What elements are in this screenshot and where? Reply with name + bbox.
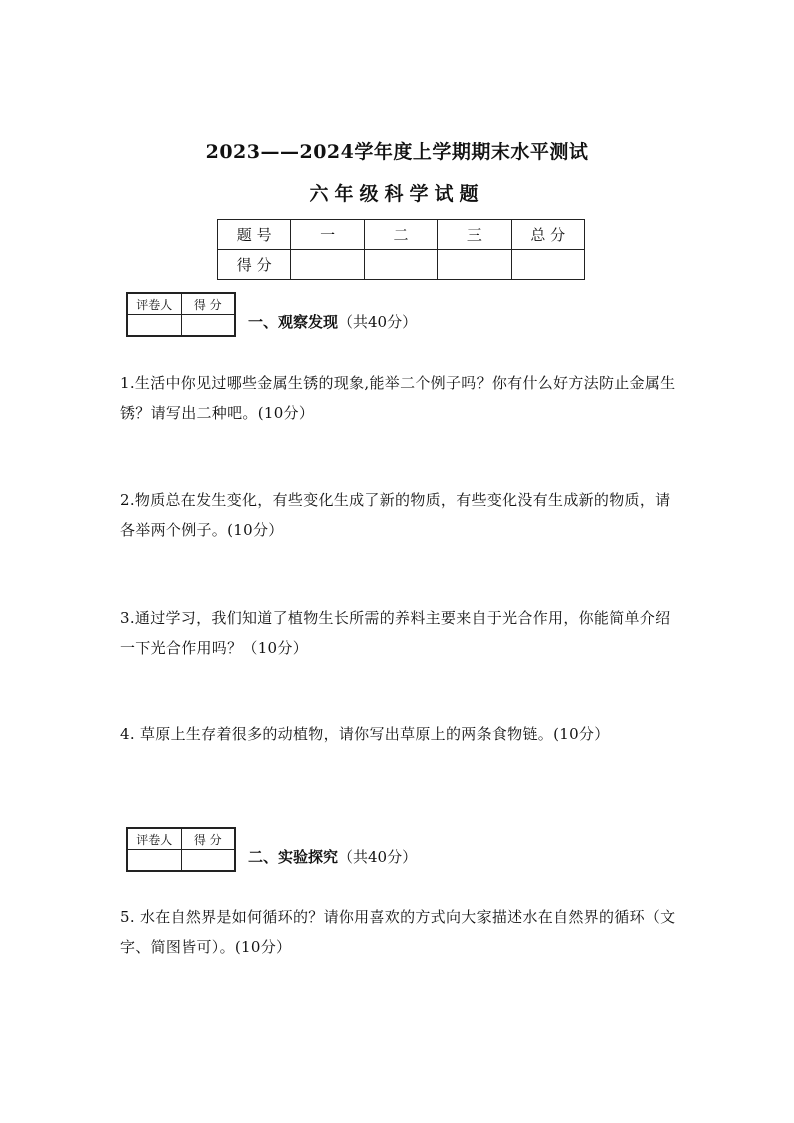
score-cell-part1[interactable] — [291, 250, 364, 280]
score-cell-total[interactable] — [511, 250, 584, 280]
grader-name-cell[interactable] — [127, 315, 181, 337]
question-1: 1.生活中你见过哪些金属生锈的现象,能举二个例子吗？你有什么好方法防止金属生锈？请写出二种吧。(10分） — [120, 374, 676, 422]
section-1-title: 一、观察发现 — [248, 313, 339, 331]
question-5: 5. 水在自然界是如何循环的？请你用喜欢的方式向大家描述水在自然界的循环（文字、简图皆可）。(10分） — [120, 908, 676, 956]
grader-name-cell[interactable] — [127, 850, 181, 872]
grader-box-section-1 — [126, 292, 236, 337]
section-2-heading — [248, 846, 417, 867]
score-table — [217, 219, 585, 280]
section-2-title: 二、实验探究 — [248, 848, 339, 866]
score-header-number: 题 号 — [218, 220, 291, 250]
score-header-part1: 一 — [291, 220, 364, 250]
section-2-points: （共40分） — [338, 848, 418, 866]
score-header-total: 总 分 — [511, 220, 584, 250]
score-header-part3: 三 — [438, 220, 511, 250]
grader-score-label: 得 分 — [181, 828, 235, 850]
score-cell-part3[interactable] — [438, 250, 511, 280]
section-1-heading — [248, 311, 417, 332]
grader-score-cell[interactable] — [181, 315, 235, 337]
score-table-header-row — [218, 220, 585, 250]
question-3: 3.通过学习，我们知道了植物生长所需的养料主要来自于光合作用，你能简单介绍一下光合作用吗？（10分） — [120, 609, 671, 657]
exam-subtitle: 六年级科学试题 — [309, 183, 485, 205]
grader-label: 评卷人 — [127, 293, 181, 315]
question-4: 4. 草原上生存着很多的动植物，请你写出草原上的两条食物链。(10分） — [120, 725, 610, 743]
exam-title: 2023——2024学年度上学期期末水平测试 — [205, 141, 589, 163]
score-header-part2: 二 — [364, 220, 437, 250]
score-cell-part2[interactable] — [364, 250, 437, 280]
question-2: 2.物质总在发生变化，有些变化生成了新的物质，有些变化没有生成新的物质，请各举两个例子。(10分） — [120, 491, 671, 539]
score-row-label: 得 分 — [218, 250, 291, 280]
grader-label: 评卷人 — [127, 828, 181, 850]
score-table-score-row — [218, 250, 585, 280]
grader-score-cell[interactable] — [181, 850, 235, 872]
grader-score-label: 得 分 — [181, 293, 235, 315]
grader-box-section-2 — [126, 827, 236, 872]
section-1-points: （共40分） — [338, 313, 418, 331]
